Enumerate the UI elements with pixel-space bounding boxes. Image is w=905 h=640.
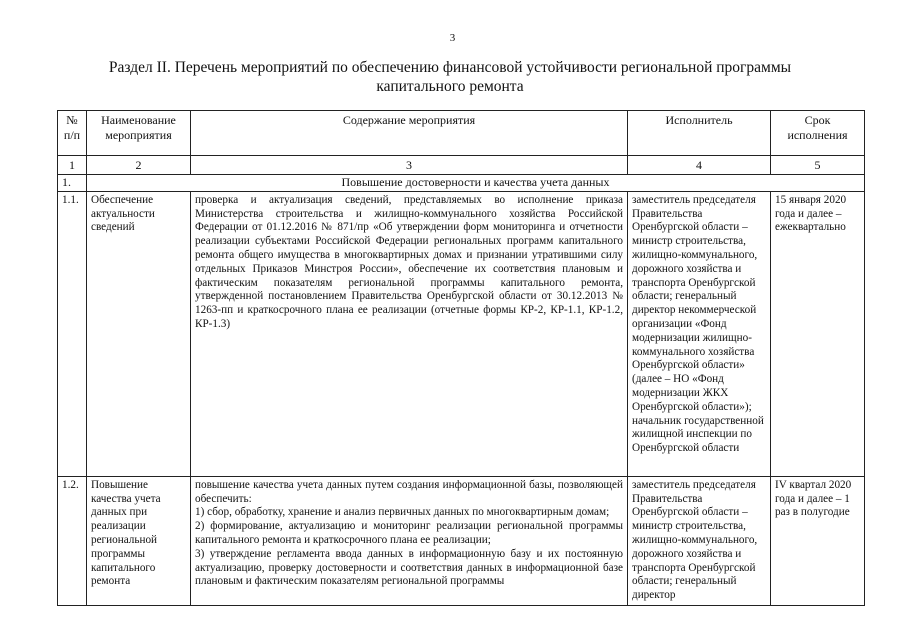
measures-table — [57, 110, 865, 606]
column-number-row — [58, 156, 865, 175]
section-row — [58, 175, 865, 192]
header-name: Наименование мероприятия — [87, 111, 191, 156]
row-name: Повышение качества учета данных при реализации региональной программы капитального ремонта — [87, 476, 191, 605]
table-row — [58, 476, 865, 605]
column-number: 3 — [191, 156, 628, 175]
row-deadline: IV квартал 2020 года и далее – 1 раз в полугодие — [771, 476, 865, 605]
row-deadline: 15 января 2020 года и далее – ежеквартально — [771, 191, 865, 476]
header-row — [58, 111, 865, 156]
section-number: 1. — [58, 175, 87, 192]
row-name: Обеспечение актуальности сведений — [87, 191, 191, 476]
content-paragraph: повышение качества учета данных путем создания информационной базы, позволяющей обеспечить: — [195, 478, 623, 505]
row-content: проверка и актуализация сведений, представляемых во исполнение приказа Министерства строительства и жилищно-коммунального хозяйства Российской Федерации от 01.12.2016 № 871/пр «Об утверждении форм мониторинга и отчетности реализации субъектами Российской Федерации региональных программ капитального ремонта общего имущества в многоквартирных домах и признании утратившими силу отдельных Приказов Минстроя России», обеспечение их соответствия плановым и фактическим показателям региональной программы капитального ремонта, утвержденной постановлением Правительства Оренбургской области от 30.12.2013 № 1263-пп и краткосрочного плана ее реализации (отчетные формы КР-2, КР-1.1, КР-1.2, КР-1.3) — [191, 191, 628, 476]
header-deadline: Срок исполнения — [771, 111, 865, 156]
content-paragraph: 3) утверждение регламента ввода данных в информационную базу и их постоянную актуализацию, проверку достоверности и соответствия данных в информационной базе плановым и фактическим показателям региональной программы — [195, 547, 623, 588]
row-executor: заместитель председателя Правительства Оренбургской области – министр строительства, жилищно-коммунального, дорожного хозяйства и транспорта Оренбургской области; генеральный директор — [628, 476, 771, 605]
header-number: № п/п — [58, 111, 87, 156]
content-paragraph: 2) формирование, актуализацию и мониторинг реализации региональной программы капитального ремонта и краткосрочного плана ее реализации; — [195, 520, 623, 546]
column-number: 1 — [58, 156, 87, 175]
table-row — [58, 191, 865, 476]
row-executor: заместитель председателя Правительства Оренбургской области – министр строительства, жилищно-коммунального, дорожного хозяйства и транспорта Оренбургской области; генеральный директор некоммерческой организации «Фонд модернизации жилищно-коммунального хозяйства Оренбургской области» (далее – НО «Фонд модернизации ЖКХ Оренбургской области»); начальник государственной жилищной инспекции по Оренбургской области — [628, 191, 771, 476]
page-title-line-1: Раздел II. Перечень мероприятий по обеспечению финансовой устойчивости региональной программы — [108, 59, 792, 76]
column-number: 4 — [628, 156, 771, 175]
row-number: 1.1. — [58, 191, 87, 476]
section-title: Повышение достоверности и качества учета данных — [87, 175, 865, 192]
row-number: 1.2. — [58, 476, 87, 605]
column-number: 5 — [771, 156, 865, 175]
header-content: Содержание мероприятия — [191, 111, 628, 156]
column-number: 2 — [87, 156, 191, 175]
content-paragraph: 1) сбор, обработку, хранение и анализ первичных данных по многоквартирным домам; — [195, 506, 610, 519]
header-executor: Исполнитель — [628, 111, 771, 156]
page-number: 3 — [449, 32, 456, 44]
page-title — [100, 58, 800, 96]
page-title-line-2: капитального ремонта — [376, 78, 524, 95]
row-content — [191, 476, 628, 605]
